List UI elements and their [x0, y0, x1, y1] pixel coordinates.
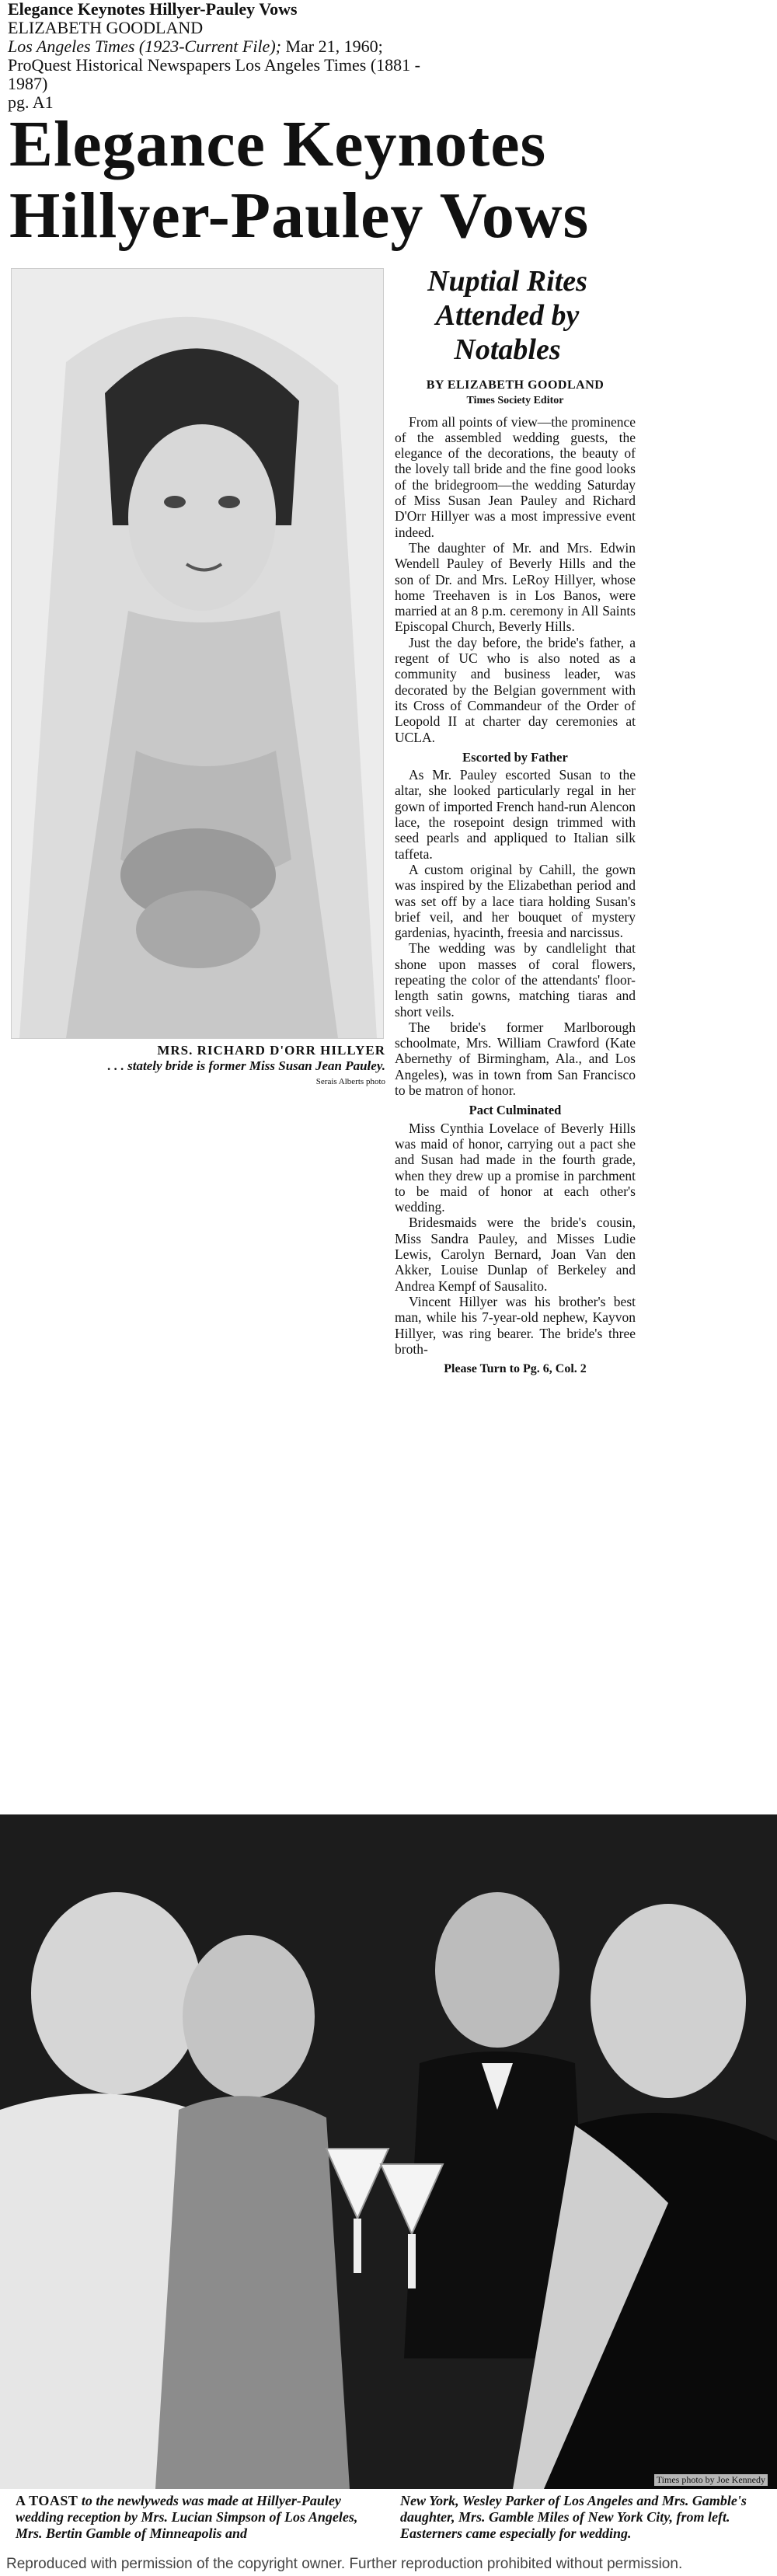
caption-description: . . . stately bride is former Miss Susan Jean Pauley. [107, 1058, 385, 1073]
toast-photo-illustration [0, 1814, 777, 2489]
bride-photo-caption [11, 1043, 385, 1089]
subhead-line-3: Notables [454, 333, 561, 366]
article-paragraph: From all points of view—the prominence of the assembled wedding guests, the elegance of the decorations, the beauty of the lovely tall bride and the fine good looks of the bridegroom—the wedding Saturday of Miss Susan Jean Pauley and Richard D'Orr Hillyer was a most impressive event indeed. [395, 413, 636, 540]
caption-left-column [16, 2493, 381, 2542]
article-paragraph: A custom original by Cahill, the gown was inspired by the Elizabethan period and was set off by a lace tiara holding Susan's brief veil, and her bouquet of mystery gardenias, hyacinth, freesia and narcissus. [395, 861, 636, 941]
copyright-footer: Reproduced with permission of the copyright owner. Further reproduction prohibited without permission. [6, 2556, 683, 2572]
citation-database: ProQuest Historical Newspapers Los Angeles Times (1881 - 1987) [8, 55, 421, 93]
caption-left-text: to the newlyweds was made at Hillyer-Pauley wedding reception by Mrs. Lucian Simpson of Los Angeles, Mrs. Bertin Gamble of Minneapolis and [16, 2493, 358, 2541]
section-heading: Escorted by Father [462, 749, 568, 765]
citation-author: ELIZABETH GOODLAND [8, 18, 204, 37]
article-paragraph: Vincent Hillyer was his brother's best man, while his 7-year-old nephew, Kayvon Hillyer, was ring bearer. The bride's three broth- [395, 1293, 636, 1357]
citation-source: Los Angeles Times (1923-Current File); [8, 37, 281, 56]
headline-line-1: Elegance Keynotes [9, 108, 547, 180]
article-column [395, 264, 636, 1377]
article-paragraph: Miss Cynthia Lovelace of Beverly Hills was maid of honor, carrying out a pact she and Susan had made in the fourth grade, when they drew up a promise in parchment to be maid of honor at each other's wedding. [395, 1120, 636, 1215]
citation-date: Mar 21, 1960; [285, 37, 383, 56]
citation-source-line [8, 37, 443, 56]
article-paragraph: The bride's former Marlborough schoolmate, Mrs. William Crawford (Kate Abernethy of Birmingham, Ala., and Los Angeles), was in town from San Francisco to be matron of honor. [395, 1019, 636, 1099]
article-paragraph: As Mr. Pauley escorted Susan to the altar, she looked particularly regal in her gown of imported French hand-run Alencon lace, the rosepoint design trimmed with seed pearls and appliqued to Italian silk taffeta. [395, 767, 636, 862]
citation-title: Elegance Keynotes Hillyer-Pauley Vows [8, 0, 298, 19]
toast-photo-credit: Times photo by Joe Kennedy [654, 2474, 768, 2486]
caption-name: MRS. RICHARD D'ORR HILLYER [157, 1043, 385, 1058]
subheadline [395, 264, 636, 367]
byline-name: BY ELIZABETH GOODLAND [426, 378, 605, 392]
headline-line-2: Hillyer-Pauley Vows [9, 180, 590, 252]
photo-credit: Serais Alberts photo [315, 1077, 385, 1086]
toast-photo [0, 1814, 777, 2489]
citation-block [8, 0, 443, 112]
headline [9, 109, 600, 252]
article-paragraph: The wedding was by candlelight that shone upon masses of coral flowers, repeating the color of the attendants' floor-length satin gowns, matching tiaras and short veils. [395, 940, 636, 1020]
article-paragraph: Just the day before, the bride's father, a regent of UC who is also noted as a community and business leader, was decorated by the Belgian government with its Cross of Commandeur of the Order of Leopold II at charter day ceremonies at UCLA. [395, 634, 636, 745]
article-paragraph: The daughter of Mr. and Mrs. Edwin Wendell Pauley of Beverly Hills and the son of Dr. and Mrs. LeRoy Hillyer, whose home Treehaven is in Los Banos, were married at an 8 p.m. ceremony in All Saints Episcopal Church, Beverly Hills. [395, 539, 636, 635]
continuation-line: Please Turn to Pg. 6, Col. 2 [444, 1362, 587, 1376]
caption-right-column: New York, Wesley Parker of Los Angeles and Mrs. Gamble's daughter, Mrs. Gamble Miles of New York City, from left. Easterners came especially for wedding. [400, 2493, 747, 2541]
subhead-line-1: Nuptial Rites [427, 265, 587, 298]
section-heading: Pact Culminated [469, 1103, 562, 1118]
caption-lead: A TOAST [16, 2493, 78, 2508]
bride-photo [11, 268, 384, 1039]
subhead-line-2: Attended by [435, 299, 580, 332]
byline-role: Times Society Editor [466, 395, 564, 407]
article-paragraph: Bridesmaids were the bride's cousin, Miss Sandra Pauley, and Misses Ludie Lewis, Carolyn Bernard, Joan Van den Akker, Louise Dunlap of Berkeley and Andrea Kempf of Sausalito. [395, 1215, 636, 1294]
citation-page: pg. A1 [8, 92, 54, 112]
bride-photo-illustration [12, 269, 383, 1038]
